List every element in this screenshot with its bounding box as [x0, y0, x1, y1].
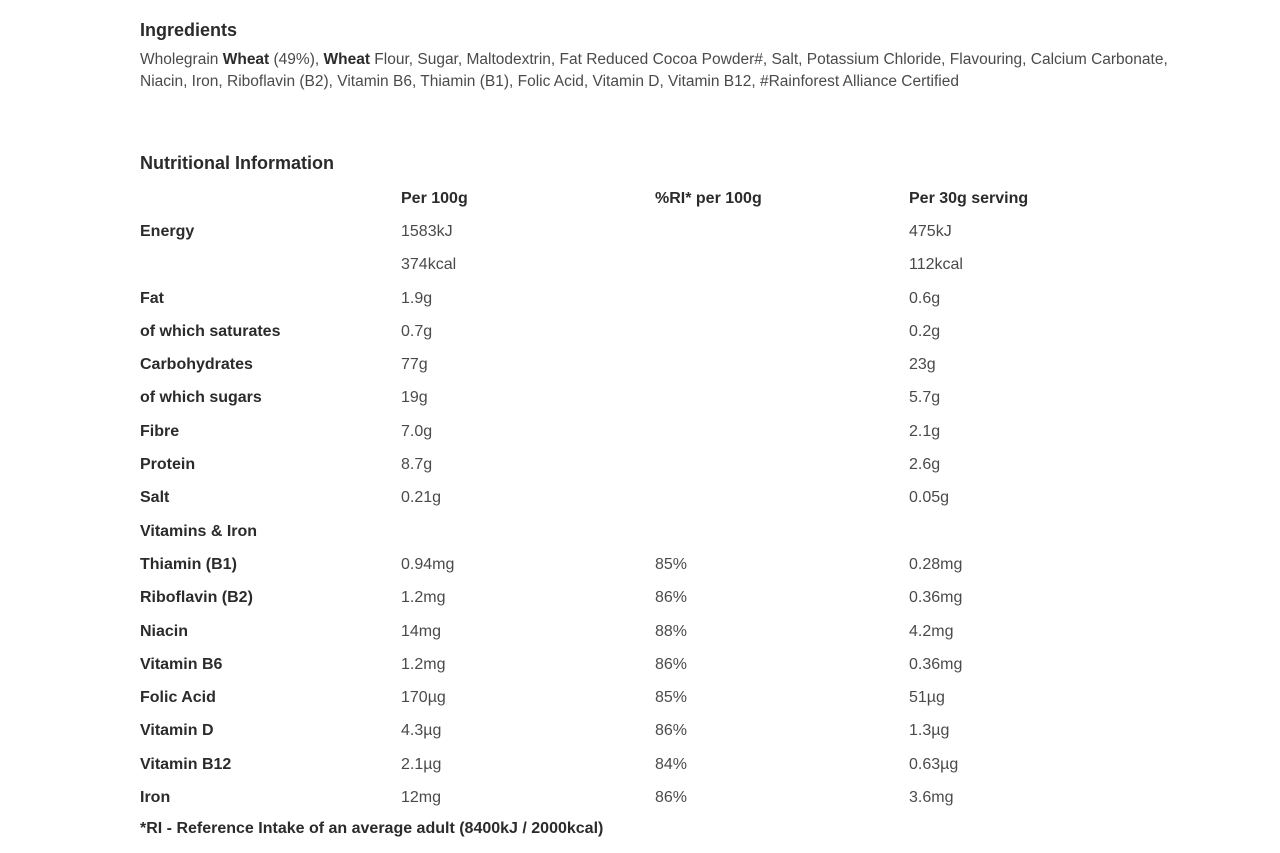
allergen-highlight: Wheat [323, 51, 370, 68]
nutrient-label: of which sugars [140, 389, 262, 407]
ri-percent-value: 86% [655, 722, 688, 740]
ingredient-text-segment: Wholegrain [140, 51, 223, 68]
nutrition-title: Nutritional Information [140, 153, 334, 173]
per-100g-value: 1583kJ [401, 222, 453, 240]
nutrient-label: Protein [140, 456, 196, 474]
per-serving-value: 0.05g [909, 489, 950, 507]
per-100g-value [401, 515, 655, 548]
per-serving-value: 0.28mg [909, 555, 963, 573]
nutrient-label: Fat [140, 289, 164, 307]
nutrient-label: Niacin [140, 622, 189, 640]
per-serving-value: 5.7g [909, 389, 941, 407]
ri-percent-value [655, 515, 909, 548]
per-serving-value: 23g [909, 356, 936, 374]
nutrient-label: Salt [140, 489, 170, 507]
per-100g-value: 19g [401, 389, 428, 407]
nutrient-label: Vitamin B12 [140, 755, 232, 773]
ri-percent-value [655, 448, 909, 481]
per-100g-value: 0.21g [401, 489, 442, 507]
allergen-highlight: Wheat [222, 51, 270, 68]
nutrition-row [140, 282, 1169, 315]
nutrition-row [140, 715, 1169, 748]
nutrition-row [140, 382, 1169, 415]
nutrient-label: Thiamin (B1) [140, 555, 237, 573]
per-100g-value: 1.2mg [401, 589, 446, 607]
per-serving-value: 475kJ [909, 222, 952, 240]
nutrition-table-body [140, 215, 1169, 814]
per-serving-value: 4.2mg [909, 622, 954, 640]
per-serving-value: 0.6g [909, 289, 941, 307]
ri-footnote: *RI - Reference Intake of an average adult (8400kJ / 2000kcal) [140, 820, 604, 837]
per-serving-value: 0.63µg [909, 755, 959, 773]
per-100g-value: 0.7g [401, 322, 433, 340]
ingredient-text-segment: Flour, Sugar, Maltodextrin, Fat Reduced Cocoa Powder#, Salt, Potassium Chloride, Flavouring, Calcium Carbonate, Niacin, Iron, Riboflavin (B2), Vitamin B6, Thiamin (B1), Folic Acid, Vitamin D, Vitamin B12, #Rainforest Alliance Certified [140, 51, 1168, 90]
nutrition-header-row [140, 182, 1169, 215]
per-100g-value: 7.0g [401, 422, 433, 440]
nutrition-row [140, 215, 1169, 248]
header-nutrient [140, 182, 401, 215]
per-serving-value: 2.1g [909, 422, 941, 440]
nutrient-label: of which saturates [140, 322, 281, 340]
ingredients-text [140, 49, 1170, 93]
nutrient-label: Fibre [140, 422, 180, 440]
nutrition-row [140, 415, 1169, 448]
nutrient-label: Energy [140, 222, 195, 240]
nutrition-row [140, 781, 1169, 814]
nutrient-label: Vitamin D [140, 722, 214, 740]
nutrition-row [140, 648, 1169, 681]
ri-percent-value: 86% [655, 655, 688, 673]
ingredient-text-segment: (49%), [269, 51, 324, 68]
per-100g-value: 374kcal [401, 256, 457, 274]
per-serving-value: 0.2g [909, 322, 941, 340]
nutrient-label: Vitamin B6 [140, 655, 223, 673]
nutrition-row [140, 448, 1169, 481]
per-100g-value: 1.9g [401, 289, 433, 307]
per-serving-value: 2.6g [909, 456, 941, 474]
per-100g-value: 4.3µg [401, 722, 442, 740]
ingredients-title: Ingredients [140, 20, 238, 40]
nutrition-row [140, 615, 1169, 648]
per-serving-value: 112kcal [909, 256, 963, 274]
ri-percent-value: 84% [655, 755, 688, 773]
ri-percent-value: 85% [655, 689, 688, 707]
ri-percent-value [655, 315, 909, 348]
ri-percent-value [655, 215, 909, 248]
nutrition-row [140, 315, 1169, 348]
nutrient-label: Carbohydrates [140, 356, 253, 374]
nutrition-row [140, 681, 1169, 714]
nutrition-row [140, 482, 1169, 515]
ri-percent-value: 86% [655, 788, 688, 806]
nutrient-label: Riboflavin (B2) [140, 589, 253, 607]
ri-percent-value: 88% [655, 622, 688, 640]
per-100g-value: 12mg [401, 788, 442, 806]
per-100g-value: 8.7g [401, 456, 433, 474]
per-100g-value: 77g [401, 356, 428, 374]
ri-percent-value [655, 415, 909, 448]
nutrition-table [140, 182, 1169, 815]
ri-percent-value [655, 382, 909, 415]
per-serving-value: 51µg [909, 689, 945, 707]
nutrition-row [140, 348, 1169, 381]
nutrition-row [140, 582, 1169, 615]
per-100g-value: 0.94mg [401, 555, 455, 573]
nutrition-row [140, 748, 1169, 781]
ri-percent-value [655, 348, 909, 381]
ri-percent-value: 86% [655, 589, 688, 607]
nutrient-label: Iron [140, 788, 171, 806]
nutrient-label [140, 249, 401, 282]
ri-percent-value [655, 482, 909, 515]
nutrient-label: Vitamins & Iron [140, 522, 258, 540]
per-serving-value: 0.36mg [909, 589, 963, 607]
header-ri-per-100g: %RI* per 100g [655, 189, 762, 207]
per-serving-value [909, 515, 1169, 548]
header-per-30g-serving: Per 30g serving [909, 189, 1029, 207]
nutrient-label: Folic Acid [140, 689, 216, 707]
header-per-100g: Per 100g [401, 189, 468, 207]
per-serving-value: 0.36mg [909, 655, 963, 673]
per-100g-value: 170µg [401, 689, 446, 707]
per-serving-value: 1.3µg [909, 722, 950, 740]
per-100g-value: 2.1µg [401, 755, 442, 773]
ri-percent-value: 85% [655, 555, 688, 573]
per-100g-value: 14mg [401, 622, 442, 640]
nutrition-row [140, 249, 1169, 282]
ri-percent-value [655, 282, 909, 315]
nutrition-row [140, 515, 1169, 548]
per-100g-value: 1.2mg [401, 655, 446, 673]
nutrition-row [140, 548, 1169, 581]
ri-percent-value [655, 249, 909, 282]
per-serving-value: 3.6mg [909, 788, 954, 806]
